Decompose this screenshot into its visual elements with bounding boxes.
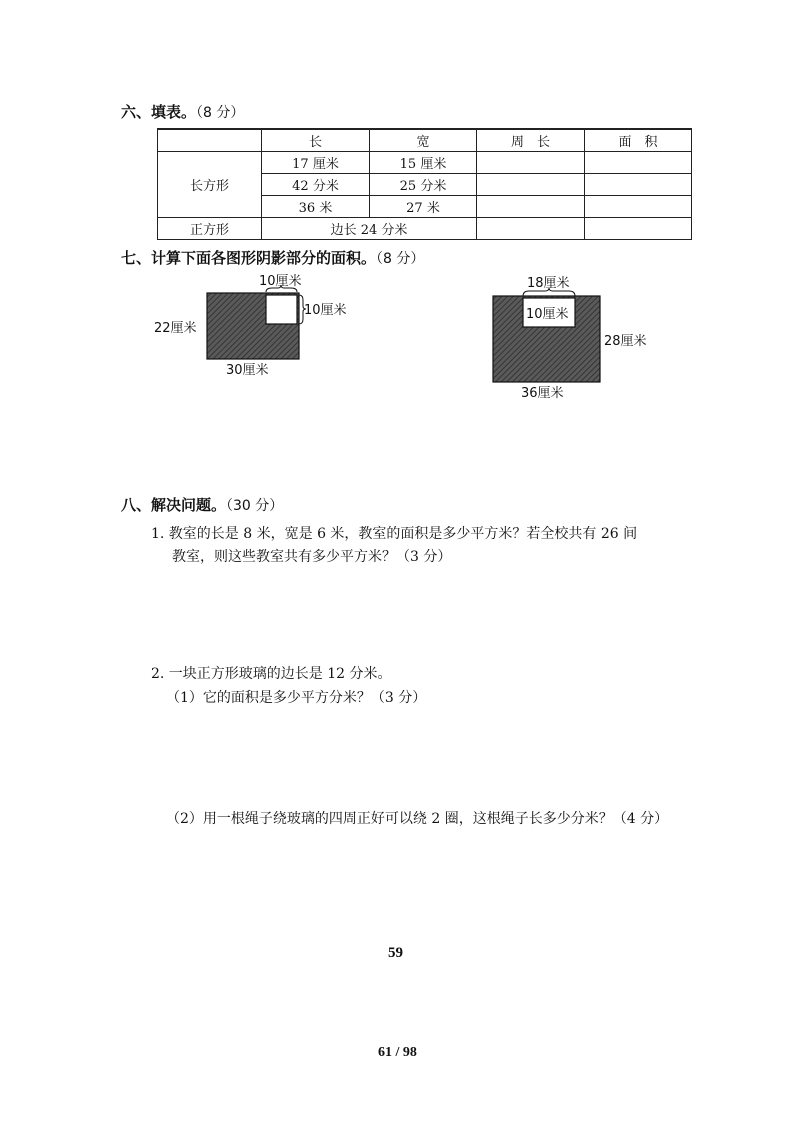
square-side-cell: 边长 24 分米: [262, 218, 477, 240]
fig1-left-label: 22厘米: [154, 321, 197, 336]
table-cell: 25 分米: [370, 174, 477, 196]
section7-title: 七、计算下面各图形阴影部分的面积。: [121, 249, 377, 267]
fig2-bottom-label: 36厘米: [521, 386, 564, 401]
pdf-page-indicator: 61 / 98: [378, 1045, 417, 1060]
question-2: 2. 一块正方形玻璃的边长是 12 分米。: [151, 666, 392, 682]
question-1-line-1: 1. 教室的长是 8 米，宽是 6 米，教室的面积是多少平方米？若全校共有 26 间: [151, 526, 638, 542]
figure-1: [154, 273, 347, 378]
question-2-part-2: （2）用一根绳子绕玻璃的四周正好可以绕 2 圈，这根绳子长多少分米？（4 分）: [166, 811, 669, 827]
table-cell: 17 厘米: [262, 152, 370, 174]
header-length: 长: [262, 129, 370, 152]
section8-title: 八、解决问题。: [121, 496, 227, 514]
fig1-side-label: 10厘米: [304, 303, 347, 318]
section8-score: （30 分）: [226, 498, 284, 514]
fig1-top-label: 10厘米: [259, 274, 302, 289]
table-cell: 36 米: [262, 196, 370, 218]
header-perimeter: 周 长: [477, 129, 585, 152]
shading-figures: [0, 0, 800, 420]
section6-title: 六、填表。: [121, 103, 197, 121]
fig2-right-label: 28厘米: [604, 334, 647, 349]
rect-label-cell: 长方形: [158, 152, 262, 218]
fig1-bottom-label: 30厘米: [226, 363, 269, 378]
section7-score: （8 分）: [376, 251, 425, 267]
page-number: 59: [388, 945, 403, 961]
square-label-cell: 正方形: [158, 218, 262, 240]
question-1-line-2: 教室，则这些教室共有多少平方米？（3 分）: [172, 549, 452, 565]
table-cell: 27 米: [370, 196, 477, 218]
section6-score: （8 分）: [196, 105, 245, 121]
section8-heading: [121, 494, 283, 515]
fig1-cutout-square: [266, 295, 297, 324]
header-area: 面 积: [585, 129, 692, 152]
fig2-inner-label: 10厘米: [526, 307, 569, 322]
figure-2: [493, 275, 647, 401]
question-2-part-1: （1）它的面积是多少平方分米？（3 分）: [166, 690, 427, 706]
table-cell: 42 分米: [262, 174, 370, 196]
table-cell: 15 厘米: [370, 152, 477, 174]
header-width: 宽: [370, 129, 477, 152]
fig2-top-label: 18厘米: [527, 276, 570, 291]
